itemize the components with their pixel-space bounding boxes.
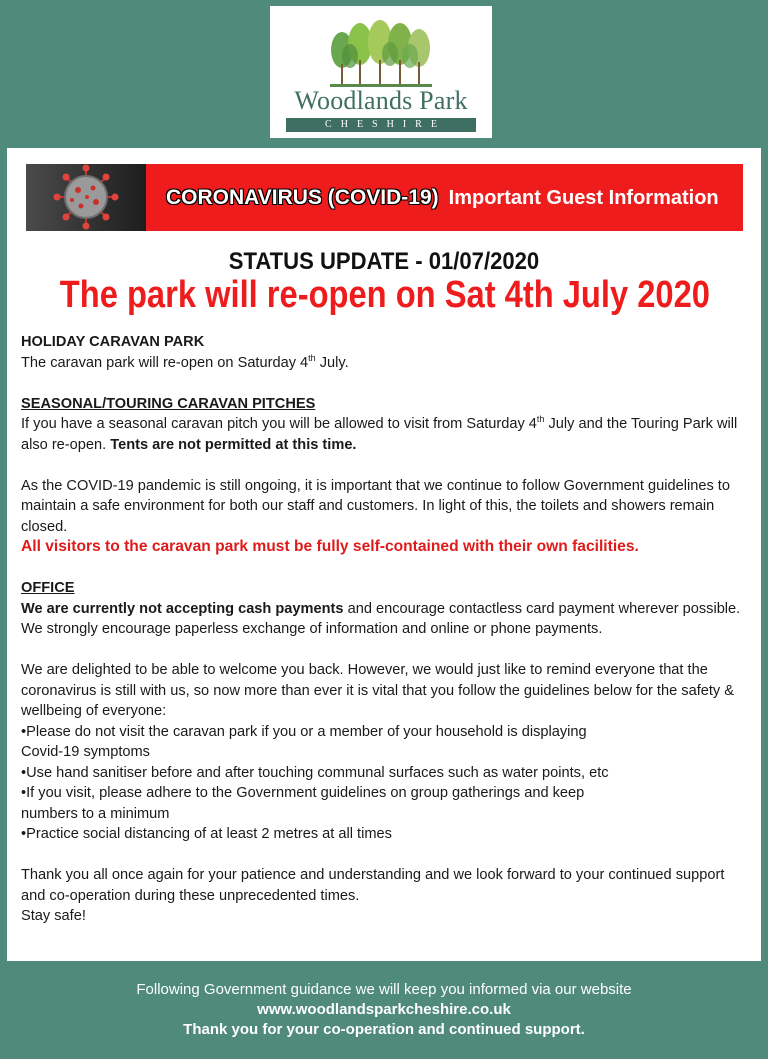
signoff: Stay safe!	[21, 908, 86, 924]
banner-subtitle: Important Guest Information	[448, 187, 719, 209]
banner-text	[166, 164, 719, 231]
bullet-line: •Please do not visit the caravan park if you or a member of your household is displaying	[21, 723, 587, 740]
park-logo	[270, 6, 492, 138]
covid-text: As the COVID-19 pandemic is still ongoing, it is important that we continue to follow Government guidelines to maintain a safe environment for both our staff and customers. In light of this, the toilets and showers remain closed.	[21, 477, 730, 535]
welcome-text: We are delighted to be able to welcome you back. However, we would just like to remind everyone that the coronavirus is still with us, so now more than ever it is vital that you follow the guidelines below for the safety & wellbeing of everyone:	[21, 662, 734, 719]
tents-notice: Tents are not permitted at this time.	[110, 436, 357, 453]
logo-name: Woodlands Park	[294, 86, 468, 115]
notice-content	[21, 332, 747, 927]
banner-title: CORONAVIRUS (COVID-19)	[166, 186, 439, 209]
bullet-line: •If you visit, please adhere to the Government guidelines on group gatherings and keep	[21, 785, 585, 801]
office-text: We are currently not accepting cash payments and encourage contactless card payment wherever possible. We strongly encourage paperless exchange of information and online or phone payments.	[21, 600, 741, 637]
bullet-line: •Practice social distancing of at least 2 metres at all times	[21, 826, 392, 842]
covid-banner	[26, 164, 743, 231]
seasonal-text: If you have a seasonal caravan pitch you will be allowed to visit from Saturday 4th July and the Touring Park will also re-open. Tents are not permitted at this time.	[21, 414, 738, 453]
virus-icon	[26, 164, 146, 231]
footer-guidance: Following Government guidance we will keep you informed via our website	[136, 981, 632, 998]
reopen-headline: The park will re-open on Sat 4th July 2020	[59, 274, 710, 316]
footer-website[interactable]: www.woodlandsparkcheshire.co.uk	[257, 1001, 511, 1018]
bullet-line: numbers to a minimum	[21, 805, 170, 822]
bullet-line: •Use hand sanitiser before and after touching communal surfaces such as water points, etc	[21, 764, 609, 781]
footer-thanks: Thank you for your co-operation and continued support.	[183, 1021, 585, 1038]
footer	[0, 980, 768, 1040]
virus-image	[26, 164, 146, 231]
holiday-text: The caravan park will re-open on Saturday 4th July.	[21, 352, 349, 371]
closing-text: Thank you all once again for your patience and understanding and we look forward to your continued support and co-operation during these unprecedented times.	[21, 867, 725, 904]
notice-panel	[7, 148, 761, 961]
logo-county: CHESHIRE	[286, 118, 476, 132]
holiday-heading: HOLIDAY CARAVAN PARK	[21, 334, 205, 350]
bullet-line: Covid-19 symptoms	[21, 744, 150, 760]
trees-icon	[328, 20, 434, 88]
office-heading: OFFICE	[21, 580, 75, 596]
seasonal-heading: SEASONAL/TOURING CARAVAN PITCHES	[21, 395, 316, 412]
cash-notice: We are currently not accepting cash payments	[21, 600, 344, 617]
status-update: STATUS UPDATE - 01/07/2020	[228, 248, 540, 275]
self-contained-notice: All visitors to the caravan park must be fully self-contained with their own facilities.	[21, 538, 639, 555]
